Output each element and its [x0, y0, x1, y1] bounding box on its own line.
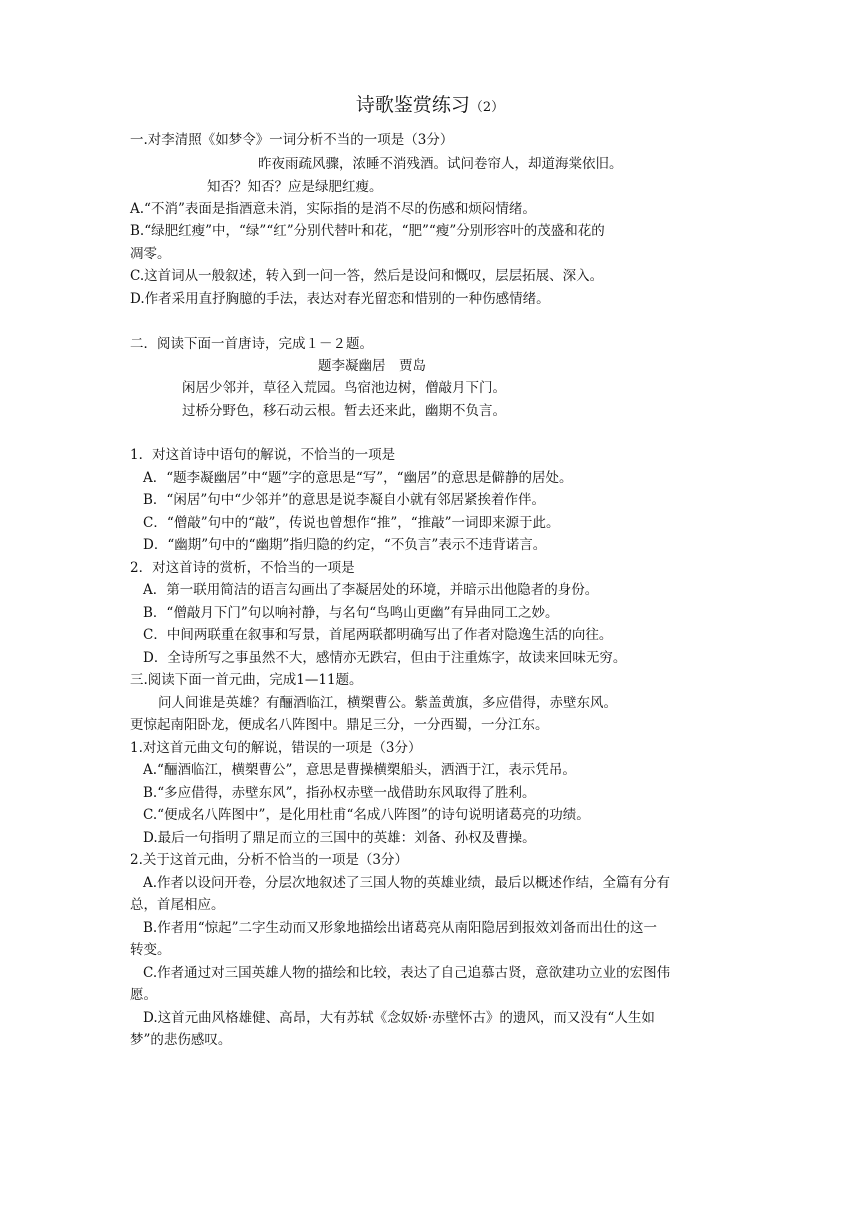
s3-q1-option-c: C.“便成名八阵图中”，是化用杜甫“名成八阵图”的诗句说明诸葛亮的功绩。 [143, 807, 590, 823]
q1-option-c: C．“僧敲”句中的“敲”，传说也曾想作“推”，“推敲”一词即来源于此。 [143, 515, 560, 531]
poem-1-line-2: 知否？知否？应是绿肥红瘦。 [207, 179, 383, 195]
q1-option-b: B．“闲居”句中“少邻并”的意思是说李凝自小就有邻居紧挨着作伴。 [143, 492, 546, 508]
s3-question-2: 2.关于这首元曲，分析不恰当的一项是（3分） [130, 852, 408, 868]
question-2: 2．对这首诗的赏析，不恰当的一项是 [130, 560, 355, 576]
poem-2-title: 题李凝幽居 贾岛 [318, 358, 426, 374]
section-3-heading: 三.阅读下面一首元曲，完成1—11题。 [130, 672, 363, 688]
yuanqu-line-1: 问人间谁是英雄？有酾酒临江，横槊曹公。紫盖黄旗，多应借得，赤壁东风。 [158, 695, 617, 711]
question-1: 1．对这首诗中语句的解说，不恰当的一项是 [130, 447, 396, 463]
s3-question-1: 1.对这首元曲文句的解说，错误的一项是（3分） [130, 740, 422, 756]
s3-q1-option-a: A.“酾酒临江，横槊曹公”，意思是曹操横槊船头，洒酒于江，表示凭吊。 [143, 762, 576, 778]
title-main: 诗歌鉴赏练习 [355, 94, 470, 116]
option-c: C.这首词从一般叙述，转入到一问一答，然后是设问和慨叹，层层拓展、深入。 [130, 268, 604, 284]
q2-option-b: B．“僧敲月下门”句以响衬静，与名句“鸟鸣山更幽”有异曲同工之妙。 [143, 605, 559, 621]
s3-q2-option-c-cont: 愿。 [130, 987, 157, 1003]
q2-option-a: A．第一联用简洁的语言勾画出了李凝居处的环境，并暗示出他隐者的身份。 [143, 582, 599, 598]
page-title [0, 92, 860, 121]
s3-q2-option-b-cont: 转变。 [130, 942, 171, 958]
q1-option-a: A．“题李凝幽居”中“题”字的意思是“写”，“幽居”的意思是僻静的居处。 [143, 470, 573, 486]
poem-2-line-1: 闲居少邻并，草径入荒园。鸟宿池边树，僧敲月下门。 [182, 380, 506, 396]
section-2-heading: 二．阅读下面一首唐诗，完成１－２题。 [130, 336, 373, 352]
s3-q2-option-a-cont: 总，首尾相应。 [130, 897, 225, 913]
q2-option-c: C．中间两联重在叙事和写景，首尾两联都明确写出了作者对隐逸生活的向往。 [143, 627, 613, 643]
s3-q2-option-b: B.作者用“惊起”二字生动而又形象地描绘出诸葛亮从南阳隐居到报效刘备而出仕的这一 [143, 920, 658, 936]
s3-q1-option-d: D.最后一句指明了鼎足而立的三国中的英雄：刘备、孙权及曹操。 [143, 830, 536, 846]
option-a: A.“不消”表面是指酒意未消，实际指的是消不尽的伤感和烦闷情绪。 [130, 201, 536, 217]
yuanqu-line-2: 更惊起南阳卧龙，便成名八阵图中。鼎足三分，一分西蜀，一分江东。 [130, 717, 549, 733]
s3-q2-option-d: D.这首元曲风格雄健、高昂，大有苏轼《念奴娇·赤壁怀古》的遗风，而又没有“人生如 [143, 1010, 655, 1026]
section-1-heading: 一.对李清照《如梦令》一词分析不当的一项是（3分） [130, 132, 454, 148]
option-d: D.作者采用直抒胸臆的手法，表达对春光留恋和惜别的一种伤感情绪。 [130, 291, 550, 307]
q1-option-d: D．“幽期”句中的“幽期”指归隐的约定，“不负言”表示不违背诺言。 [143, 537, 547, 553]
q2-option-d: D．全诗所写之事虽然不大，感情亦无跌宕，但由于注重炼字，故读来回味无穷。 [143, 650, 627, 666]
s3-q2-option-c: C.作者通过对三国英雄人物的描绘和比较，表达了自己追慕古贤，意欲建功立业的宏图伟 [143, 965, 671, 981]
option-b-cont: 凋零。 [130, 246, 171, 262]
title-suffix: （2） [469, 100, 505, 115]
s3-q2-option-d-cont: 梦”的悲伤感叹。 [130, 1032, 232, 1048]
option-b: B.“绿肥红瘦”中，“绿”“红”分别代替叶和花，“肥”“瘦”分别形容叶的茂盛和花的 [130, 223, 605, 239]
poem-1-line-1: 昨夜雨疏风骤，浓睡不消残酒。试问卷帘人，却道海棠依旧。 [258, 156, 623, 172]
poem-2-line-2: 过桥分野色，移石动云根。暂去还来此，幽期不负言。 [182, 403, 506, 419]
s3-q2-option-a: A.作者以设问开卷，分层次地叙述了三国人物的英雄业绩，最后以概述作结，全篇有分有 [143, 875, 671, 891]
s3-q1-option-b: B.“多应借得，赤壁东风”，指孙权赤壁一战借助东风取得了胜利。 [143, 785, 536, 801]
